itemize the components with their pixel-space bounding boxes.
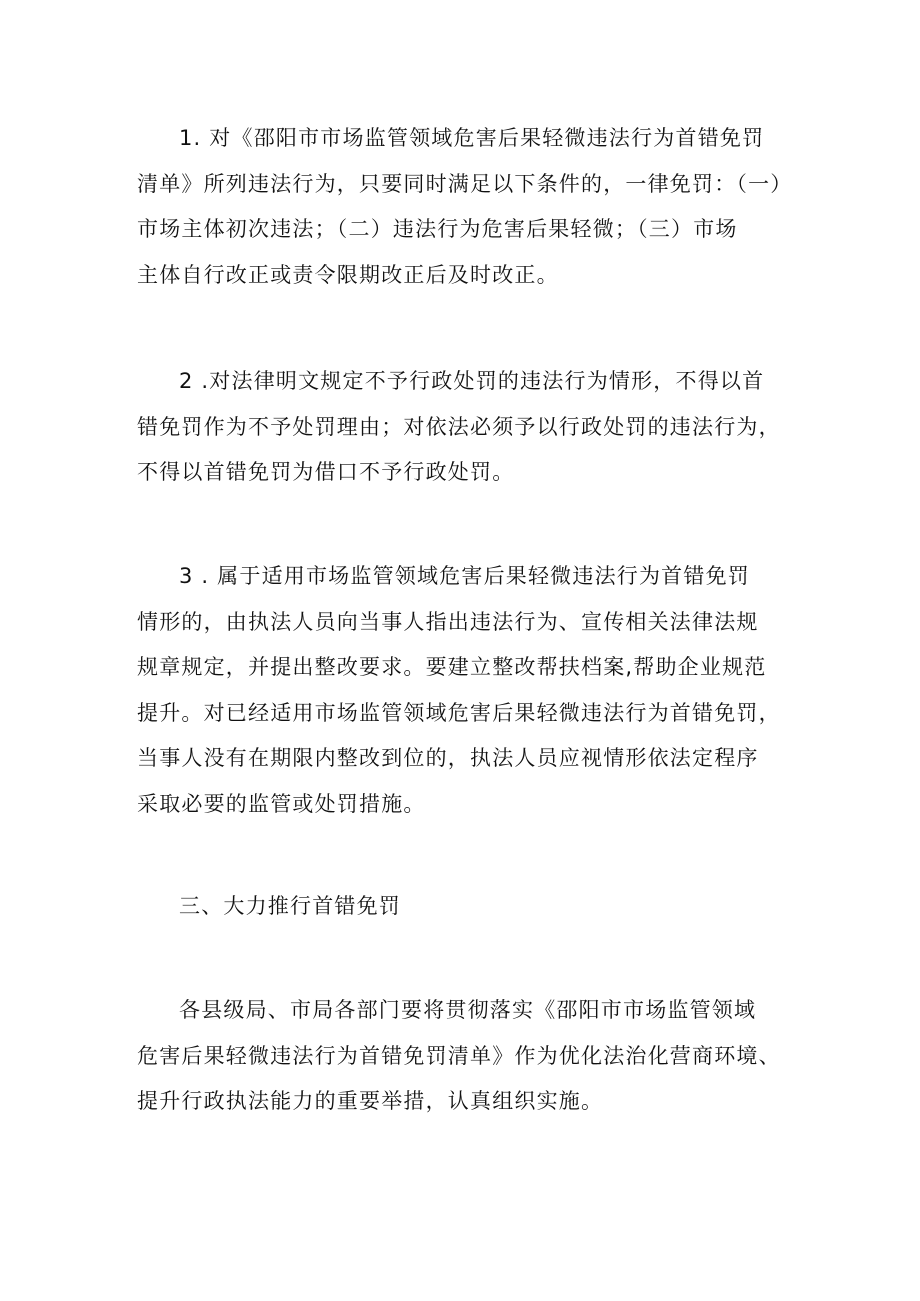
text-line: 3 . 属于适用市场监管领域危害后果轻微违法行为首错免罚 [179,564,750,588]
text-line: 规章规定，并提出整改要求。要建立整改帮扶档案,帮助企业规范 [137,655,767,679]
text-line: 不得以首错免罚为借口不予行政处罚。 [137,460,515,484]
text-line: 主体自行改正或责令限期改正后及时改正。 [137,262,559,287]
text-line: 危害后果轻微违法行为首错免罚清单》作为优化法治化营商环境、 [137,1043,781,1068]
text-line: 情形的，由执法人员向当事人指出违法行为、宣传相关法律法规 [137,609,759,634]
section-heading-text: 三、大力推行首错免罚 [179,894,401,918]
closing-paragraph [137,988,797,1125]
paragraph-item-3 [137,554,797,827]
text-line: 市场主体初次违法；（二）违法行为危害后果轻微；（三）市场 [137,217,738,241]
text-line: 清单》所列违法行为，只要同时满足以下条件的，一律免罚：（一） [137,171,793,196]
section-heading [137,884,797,930]
text-line: 当事人没有在期限内整改到位的，执法人员应视情形依法定程序 [137,746,759,770]
text-line: 采取必要的监管或处罚措施。 [137,791,426,816]
text-line: 提升行政执法能力的重要举措，认真组织实施。 [137,1089,604,1113]
paragraph-item-1 [137,116,797,298]
text-line: 各县级局、市局各部门要将贯彻落实《邵阳市市场监管领域 [179,998,757,1022]
text-line: 错免罚作为不予处罚理由；对依法必须予以行政处罚的违法行为， [137,414,781,439]
text-line: 1. 对《邵阳市市场监管领域危害后果轻微违法行为首错免罚 [179,126,765,150]
text-line: 提升。对已经适用市场监管领域危害后果轻微违法行为首错免罚， [137,700,781,725]
paragraph-item-2 [137,359,797,496]
text-line: 2 .对法律明文规定不予行政处罚的违法行为情形，不得以首 [179,369,765,393]
